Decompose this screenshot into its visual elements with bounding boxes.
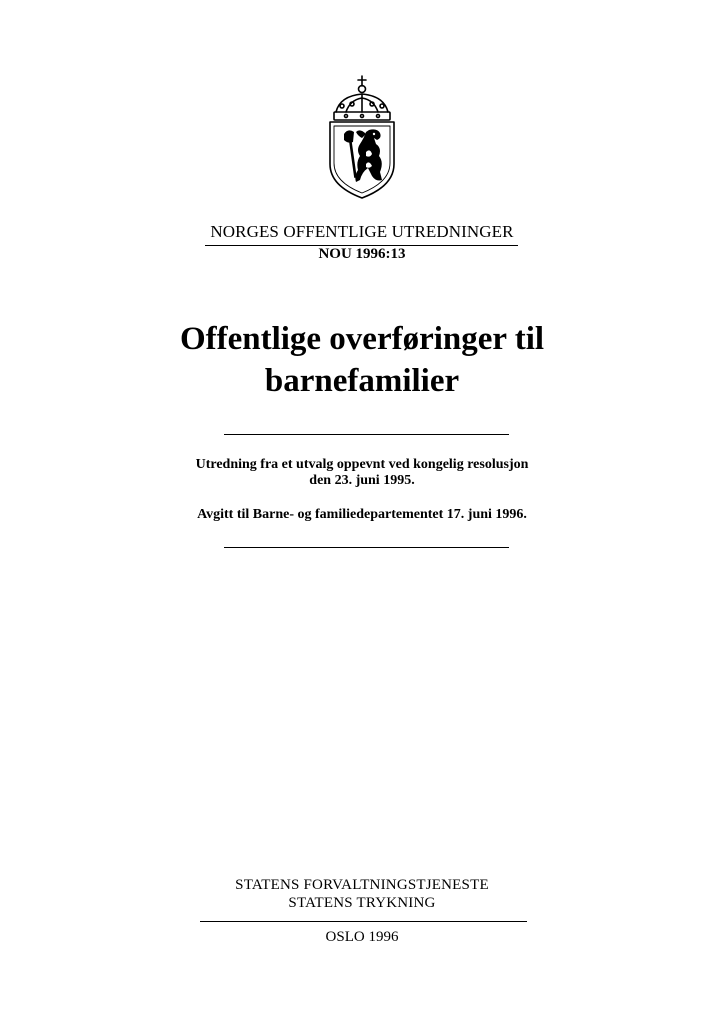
document-title [60,318,664,402]
series-title: NORGES OFFENTLIGE UTREDNINGER [210,222,514,241]
divider-top [224,434,509,435]
coat-of-arms-icon [322,72,402,202]
submission-statement: Avgitt til Barne- og familiedepartementet 17. juni 1996. [197,507,527,522]
divider-bottom [224,547,509,548]
commission-statement-line-2: den 23. juni 1995. [309,473,415,488]
nou-number: NOU 1996:13 [318,246,406,262]
publisher-divider [200,921,527,922]
document-title-line-1: Offentlige overføringer til [179,321,545,357]
commission-statement [160,457,564,489]
place-and-year: OSLO 1996 [325,929,399,945]
publisher-line-2: STATENS TRYKNING [288,895,436,911]
document-title-line-2: barnefamilier [264,363,460,399]
publisher-line-1: STATENS FORVALTNINGSTJENESTE [235,877,489,893]
commission-statement-line-1: Utredning fra et utvalg oppevnt ved kongelig resolusjon [195,457,529,472]
